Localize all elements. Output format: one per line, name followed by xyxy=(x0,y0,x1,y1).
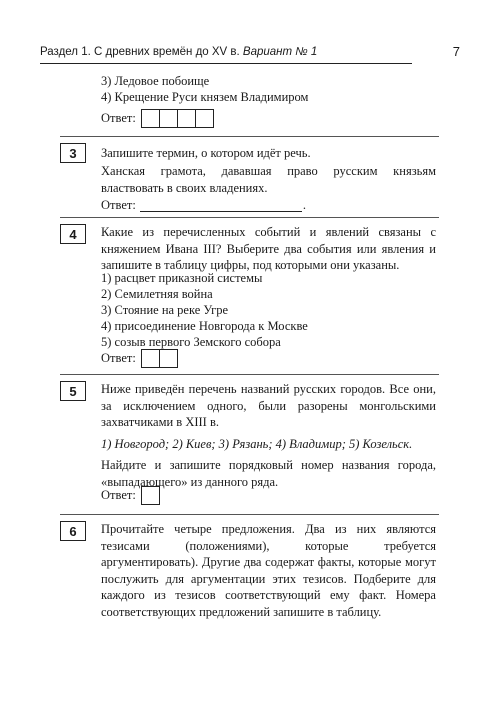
header-rule xyxy=(40,63,412,64)
answer-row-task-2 xyxy=(101,109,214,128)
answer-cell[interactable] xyxy=(159,349,178,368)
header-title xyxy=(40,46,317,58)
task-divider xyxy=(60,136,439,137)
answer-row-task-4 xyxy=(101,349,178,368)
answer-row-task-5 xyxy=(101,486,160,505)
task-number-6: 6 xyxy=(60,521,86,541)
page-number: 7 xyxy=(452,44,460,59)
answer-label: Ответ: xyxy=(101,351,136,365)
answer-cell[interactable] xyxy=(141,109,160,128)
task-3-prompt: Запишите термин, о котором идёт речь. xyxy=(101,146,311,160)
task-4-prompt: Какие из перечисленных событий и явлений связаны с княжением Ивана III? Выберите два события или явления и запишите в таблицу цифры, под которыми они указаны. xyxy=(101,225,436,272)
task-number-3: 3 xyxy=(60,143,86,163)
option-line: 3) Стояние на реке Угре xyxy=(101,303,229,317)
task-5-prompt: Ниже приведён перечень названий русских городов. Все они, за исключением одного, были разорены монгольскими захватчиками в XIII в. xyxy=(101,382,436,429)
task-5-instruction: Найдите и запишите порядковый номер названия города, «выпадающего» из данного ряда. xyxy=(101,458,436,489)
task-divider xyxy=(60,514,439,515)
option-line: 3) Ледовое побоище xyxy=(101,74,210,88)
answer-cell[interactable] xyxy=(159,109,178,128)
section-title: Раздел 1. С древних времён до XV в. xyxy=(40,46,240,58)
period: . xyxy=(302,198,306,212)
option-line: 2) Семилетняя война xyxy=(101,287,213,301)
answer-label: Ответ: xyxy=(101,488,136,502)
answer-row-task-3 xyxy=(101,198,306,213)
option-line: 4) присоединение Новгорода к Москве xyxy=(101,319,308,333)
answer-cell[interactable] xyxy=(141,349,160,368)
task-number-5: 5 xyxy=(60,381,86,401)
answer-cell[interactable] xyxy=(141,486,160,505)
answer-cell[interactable] xyxy=(195,109,214,128)
answer-cell[interactable] xyxy=(177,109,196,128)
option-line: 1) расцвет приказной системы xyxy=(101,271,263,285)
answer-label: Ответ: xyxy=(101,111,136,125)
task-3-text: Ханская грамота, дававшая право русским князьям властвовать в своих владениях. xyxy=(101,164,436,195)
task-number-4: 4 xyxy=(60,224,86,244)
option-line: 5) созыв первого Земского собора xyxy=(101,335,281,349)
variant-label: Вариант № 1 xyxy=(242,46,318,58)
option-line: 4) Крещение Руси князем Владимиром xyxy=(101,90,309,104)
task-5-city-list: 1) Новгород; 2) Киев; 3) Рязань; 4) Владимир; 5) Козельск. xyxy=(101,437,413,451)
task-divider xyxy=(60,374,439,375)
answer-line-input[interactable] xyxy=(140,199,302,212)
task-divider xyxy=(60,217,439,218)
answer-label: Ответ: xyxy=(101,198,136,212)
task-6-prompt: Прочитайте четыре предложения. Два из них являются тезисами (положениями), которые требуется аргументировать). Другие два содержат факты, которые могут послужить для аргументации этих тезисов. Подберите для каждого из тезисов соответствующий ему факт. Номера соответствующих предложений запишите в таблицу. xyxy=(101,522,436,619)
